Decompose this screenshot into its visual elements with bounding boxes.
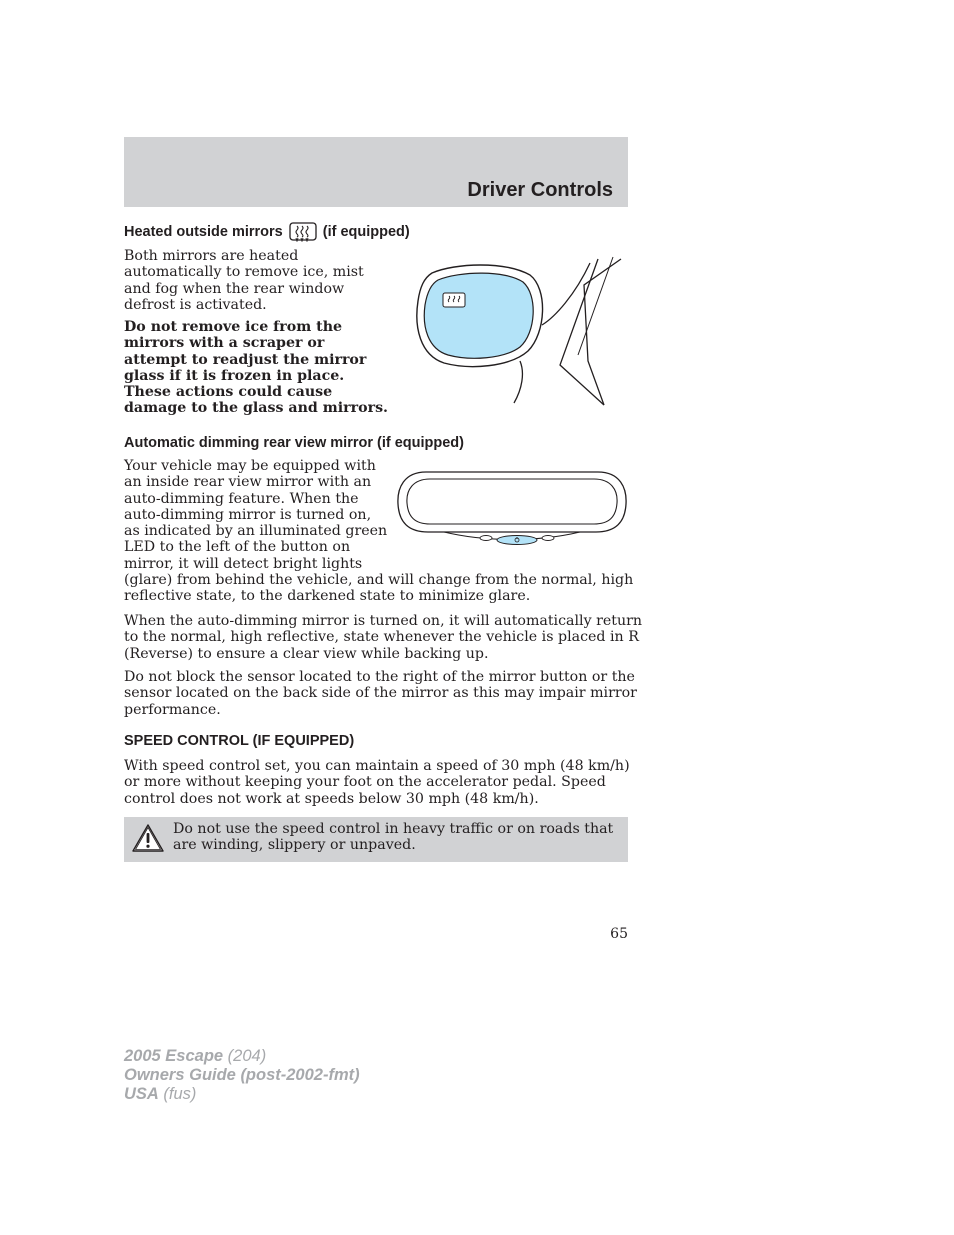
text-line: reflective state, to the darkened state to minimize glare. [124, 588, 531, 605]
rear-defrost-icon [289, 222, 317, 246]
outside-mirror-illustration [410, 255, 628, 407]
page-number: 65 [610, 926, 628, 942]
text-line: sensor located on the back side of the mirror as this may impair mirror [124, 685, 637, 702]
text-line: Do not block the sensor located to the right of the mirror button or the [124, 669, 635, 685]
text-line: mirror, it will detect bright lights [124, 555, 363, 572]
mirror-dimming-button [497, 536, 537, 545]
text-line: These actions could cause [124, 384, 333, 401]
heated-mirrors-heading [124, 222, 410, 246]
text-line: auto-dimming mirror is turned on, [124, 506, 372, 523]
text-line: to the normal, high reflective, state whenever the vehicle is placed in R [124, 629, 639, 646]
text-line: damage to the glass and mirrors. [124, 400, 388, 417]
text-line: When the auto-dimming mirror is turned on, it will automatically return [124, 613, 643, 629]
warning-text [173, 821, 618, 854]
text-line: glass if it is frozen in place. [124, 367, 345, 384]
text-line: Do not remove ice from the [124, 319, 343, 335]
heated-mirrors-caution [124, 319, 388, 417]
text-line: an inside rear view mirror with an [124, 474, 372, 491]
auto-dimming-paragraph-2 [124, 613, 642, 662]
text-line: are winding, slippery or unpaved. [173, 837, 416, 854]
speed-control-paragraph [124, 758, 630, 807]
text-line: Do not use the speed control in heavy traffic or on roads that [173, 821, 614, 837]
text-line: defrost is activated. [124, 296, 267, 313]
text-line: LED to the left of the button on [124, 539, 351, 556]
footer-line-1: 2005 Escape (204) [124, 1047, 267, 1065]
text-line: auto-dimming feature. When the [124, 490, 359, 507]
speed-control-heading: SPEED CONTROL (IF EQUIPPED) [124, 733, 355, 749]
warning-box [124, 817, 628, 862]
text-line: attempt to readjust the mirror [124, 351, 367, 368]
text-line: With speed control set, you can maintain a speed of 30 mph (48 km/h) [124, 758, 630, 774]
text-line: control does not work at speeds below 30 mph (48 km/h). [124, 790, 539, 807]
heated-mirrors-heading-main: Heated outside mirrors [124, 224, 283, 240]
text-line: mirrors with a scraper or [124, 335, 325, 352]
auto-dimming-paragraph-3 [124, 669, 637, 718]
text-line: performance. [124, 701, 221, 718]
warning-triangle-icon [131, 823, 165, 857]
heated-mirrors-paragraph [124, 248, 364, 313]
mirror-sensor [542, 536, 554, 541]
text-line: as indicated by an illuminated green [124, 523, 388, 540]
text-line: or more without keeping your foot on the accelerator pedal. Speed [124, 774, 606, 791]
text-line: and fog when the rear window [124, 280, 345, 297]
text-line: (Reverse) to ensure a clear view while backing up. [124, 645, 489, 662]
section-title: Driver Controls [467, 179, 613, 201]
text-line: (glare) from behind the vehicle, and will change from the normal, high [124, 572, 634, 589]
heated-mirrors-heading-suffix: (if equipped) [322, 224, 410, 240]
section-header-band [124, 137, 628, 207]
mirror-defrost-icon [443, 293, 465, 307]
footer-line-2: Owners Guide (post-2002-fmt) [124, 1066, 360, 1084]
text-line: Your vehicle may be equipped with [124, 458, 376, 474]
text-line: automatically to remove ice, mist [124, 264, 364, 281]
text-line: Both mirrors are heated [124, 248, 299, 264]
footer-line-3: USA (fus) [124, 1085, 197, 1103]
auto-dimming-heading: Automatic dimming rear view mirror (if equipped) [124, 435, 464, 451]
rear-view-mirror-illustration [396, 468, 628, 550]
document-footer [124, 1047, 360, 1104]
mirror-led-indicator [480, 536, 492, 541]
